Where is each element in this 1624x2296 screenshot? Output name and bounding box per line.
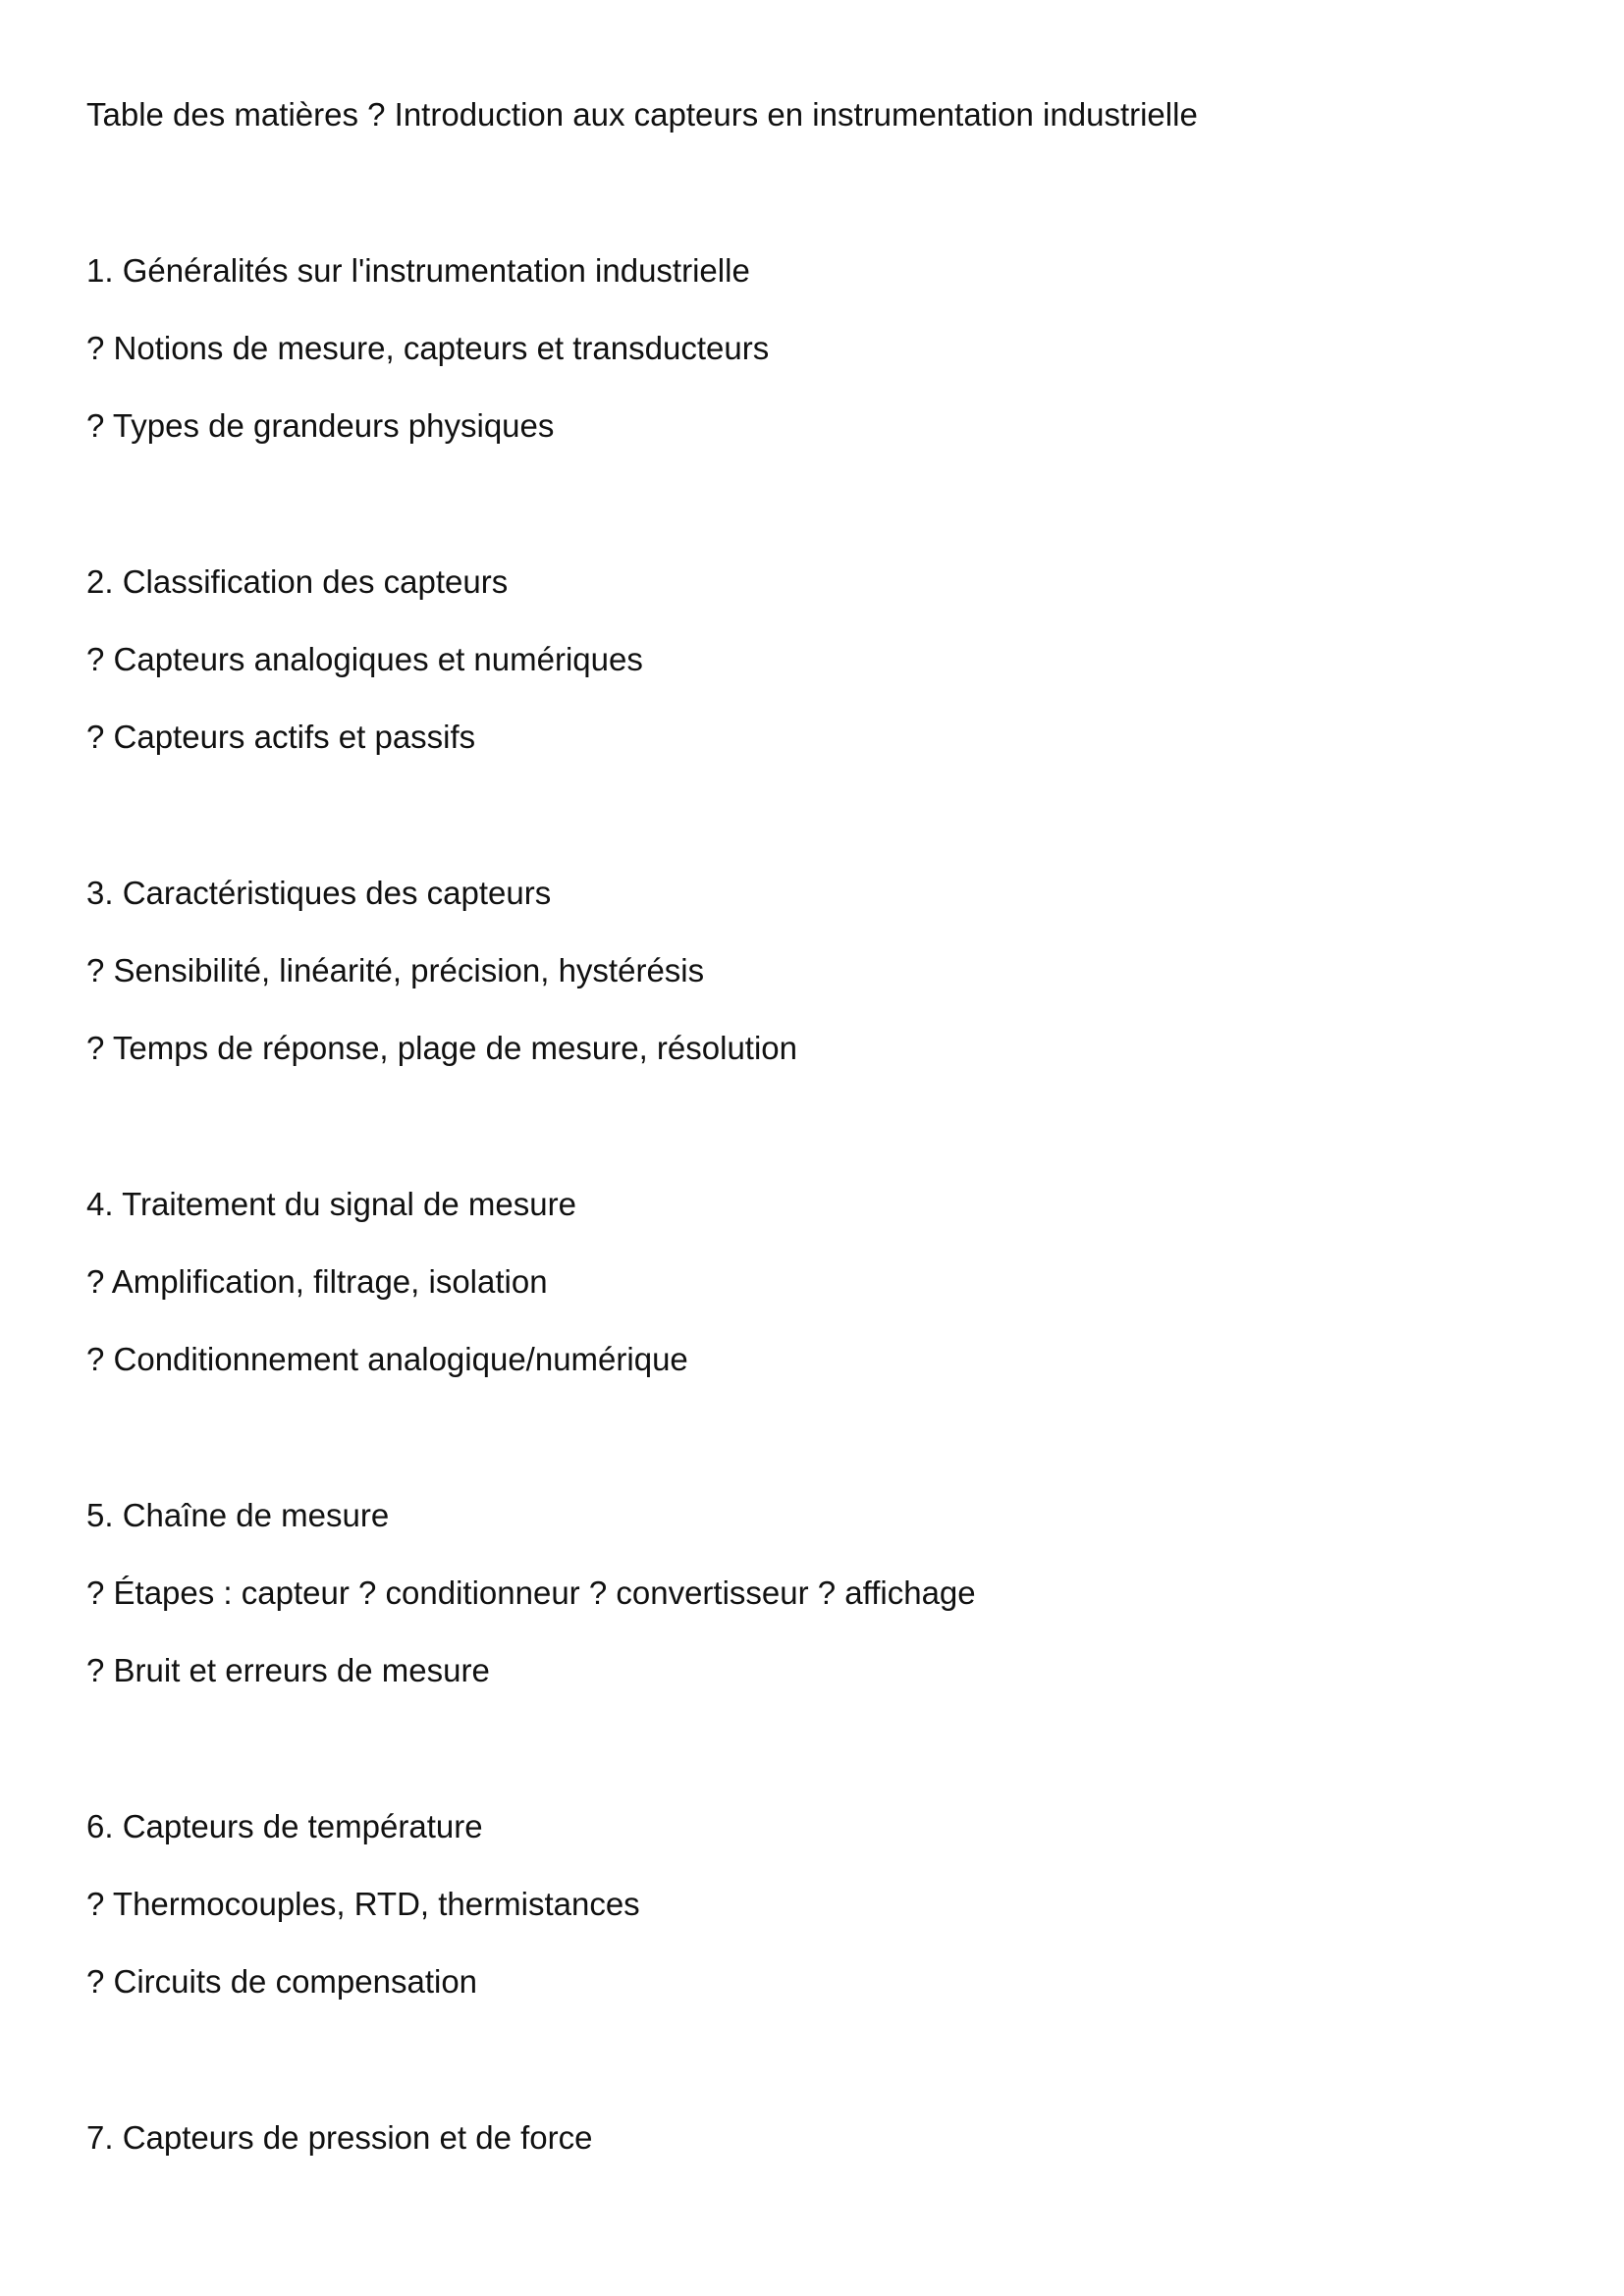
section-6-item-2: ? Circuits de compensation [86, 1963, 478, 2000]
section-heading-4: 4. Traitement du signal de mesure [86, 1186, 576, 1222]
section-5-item-2: ? Bruit et erreurs de mesure [86, 1652, 490, 1688]
section-1-item-1: ? Notions de mesure, capteurs et transducteurs [86, 330, 770, 366]
section-heading-6: 6. Capteurs de température [86, 1808, 483, 1844]
section-4-item-1: ? Amplification, filtrage, isolation [86, 1263, 548, 1300]
section-4-item-2: ? Conditionnement analogique/numérique [86, 1341, 688, 1377]
section-heading-7: 7. Capteurs de pression et de force [86, 2119, 593, 2156]
document-title: Table des matières ? Introduction aux capteurs en instrumentation industrielle [86, 96, 1198, 133]
section-heading-2: 2. Classification des capteurs [86, 563, 509, 600]
section-2-item-2: ? Capteurs actifs et passifs [86, 719, 476, 755]
section-3-item-2: ? Temps de réponse, plage de mesure, résolution [86, 1030, 798, 1066]
section-heading-3: 3. Caractéristiques des capteurs [86, 875, 552, 911]
section-6-item-1: ? Thermocouples, RTD, thermistances [86, 1886, 640, 1922]
section-5-item-1: ? Étapes : capteur ? conditionneur ? convertisseur ? affichage [86, 1575, 976, 1611]
section-3-item-1: ? Sensibilité, linéarité, précision, hystérésis [86, 952, 705, 988]
section-2-item-1: ? Capteurs analogiques et numériques [86, 641, 643, 677]
section-heading-1: 1. Généralités sur l'instrumentation industrielle [86, 252, 750, 289]
section-heading-5: 5. Chaîne de mesure [86, 1497, 390, 1533]
section-1-item-2: ? Types de grandeurs physiques [86, 407, 555, 444]
